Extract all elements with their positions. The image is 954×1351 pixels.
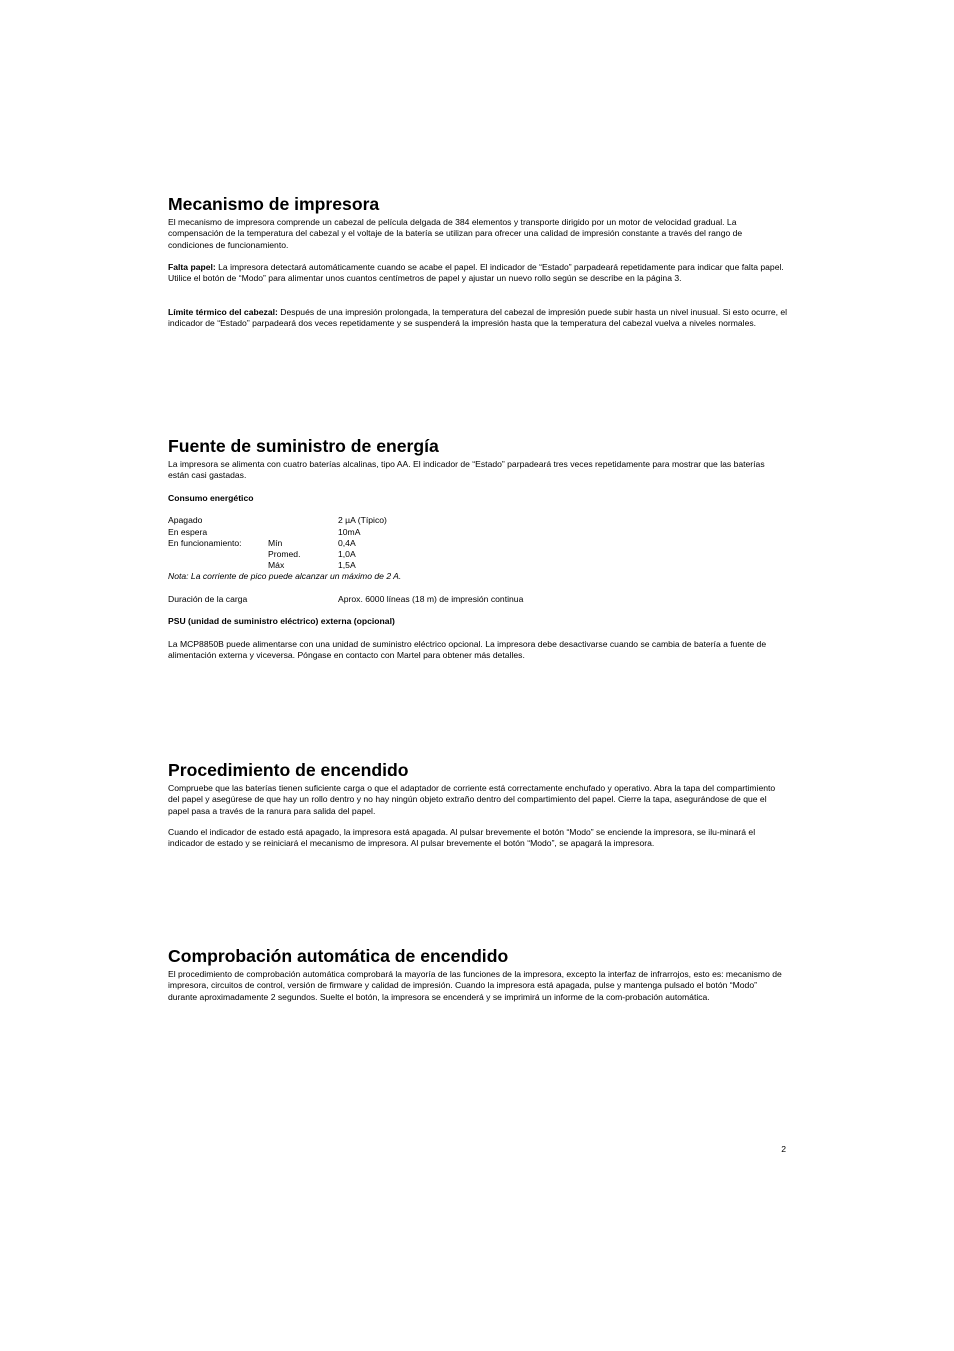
consumo-row (0, 549, 954, 560)
label-limite-termico: Límite térmico del cabezal: (168, 307, 278, 317)
duracion-value: Aprox. 6000 líneas (18 m) de impresión continua (338, 594, 524, 604)
consumo-row (0, 538, 954, 549)
consumo-row (0, 527, 954, 538)
page-number: 2 (781, 1144, 786, 1154)
consumo-row (0, 560, 954, 571)
heading-mecanismo: Mecanismo de impresora (168, 194, 380, 214)
consumo-sublabel: Promed. (268, 549, 301, 559)
heading-fuente: Fuente de suministro de energía (168, 436, 439, 456)
consumo-row (0, 515, 954, 526)
text-falta-papel: La impresora detectará automáticamente cuando se acabe el papel. El indicador de “Estado” parpadeará repetidamente para indicar que falta papel. Utilice el botón de “Modo” para alimentar unos cuantos centímetros de papel y ajustar un nuevo rollo según se describe en la página 3. (168, 262, 784, 284)
paragraph-procedimiento-1: Compruebe que las baterías tienen suficiente carga o que el adaptador de corriente está correctamente enchufado y operativo. Abra la tapa del compartimiento del papel y asegúrese de que hay un rollo dentro y no hay ningún objeto extraño dentro del compartimiento del papel. Cierre la tapa, asegurándose de que el papel pasa a través de la ranura para salida del papel. (168, 783, 776, 816)
heading-procedimiento: Procedimiento de encendido (168, 760, 409, 780)
consumo-label: Apagado (168, 515, 203, 525)
paragraph-procedimiento-2: Cuando el indicador de estado está apagado, la impresora está apagada. Al pulsar brevemente el botón “Modo” se enciende la impresora, se ilu-minará el indicador de estado y se reiniciará el mecanismo de impresora. Al pulsar brevemente el botón “Modo”, se apagará la impresora. (168, 827, 756, 849)
consumo-label: En espera (168, 526, 208, 537)
paragraph-limite-termico (168, 307, 788, 330)
consumo-label: En funcionamiento: (168, 538, 242, 548)
text-limite-termico: Después de una impresión prolongada, la temperatura del cabezal de impresión puede subir hasta un nivel inusual. Si esto ocurre, el indicador de “Estado” parpadeará dos veces repetidamente y se suspenderá la impresión hasta que la temperatura del cabezal vuelva a niveles normales. (168, 307, 788, 329)
paragraph-falta-papel (168, 262, 788, 285)
subheading-psu: PSU (unidad de suministro eléctrico) externa (opcional) (168, 616, 395, 626)
consumo-sublabel: Mín (268, 538, 283, 548)
duracion-label: Duración de la carga (168, 594, 248, 604)
note-corriente-pico: Nota: La corriente de pico puede alcanzar un máximo de 2 A. (168, 571, 402, 581)
paragraph-fuente-intro: La impresora se alimenta con cuatro baterías alcalinas, tipo AA. El indicador de “Estado” parpadeará tres veces repetidamente para mostrar que las baterías están casi gastadas. (168, 459, 765, 481)
duracion-row (0, 594, 954, 605)
heading-comprobacion: Comprobación automática de encendido (168, 946, 509, 966)
consumo-value: 2 µA (Típico) (338, 515, 387, 525)
paragraph-comprobacion: El procedimiento de comprobación automática comprobará la mayoría de las funciones de la impresora, excepto la interfaz de infrarrojos, esto es: mecanismo de impresora, circuitos de control, versión de firmware y calidad de impresión. Cuando la impresora está apagada, pulse y mantenga pulsado el botón “Modo” durante aproximadamente 2 segundos. Suelte el botón, la impresora se encenderá y se imprimirá un informe de la com-probación automática. (168, 969, 782, 1002)
consumo-value: 10mA (338, 526, 361, 537)
paragraph-mecanismo-intro: El mecanismo de impresora comprende un cabezal de película delgada de 384 elementos y transporte dirigido por un motor de velocidad gradual. La compensación de la temperatura del cabezal y el voltaje de la batería se utilizan para ofrecer una calidad de impresión constante a través del rango de condiciones de funcionamiento. (168, 217, 743, 250)
consumo-value: 0,4A (338, 538, 356, 548)
paragraph-psu: La MCP8850B puede alimentarse con una unidad de suministro eléctrico opcional. La impresora debe desactivarse cuando se cambia de batería a fuente de alimentación externa y viceversa. Póngase en contacto con Martel para obtener más detalles. (168, 639, 767, 661)
subheading-consumo: Consumo energético (168, 493, 254, 503)
consumo-sublabel: Máx (268, 560, 285, 570)
consumo-value: 1,0A (338, 549, 356, 559)
label-falta-papel: Falta papel: (168, 262, 216, 272)
consumo-value: 1,5A (338, 560, 356, 570)
